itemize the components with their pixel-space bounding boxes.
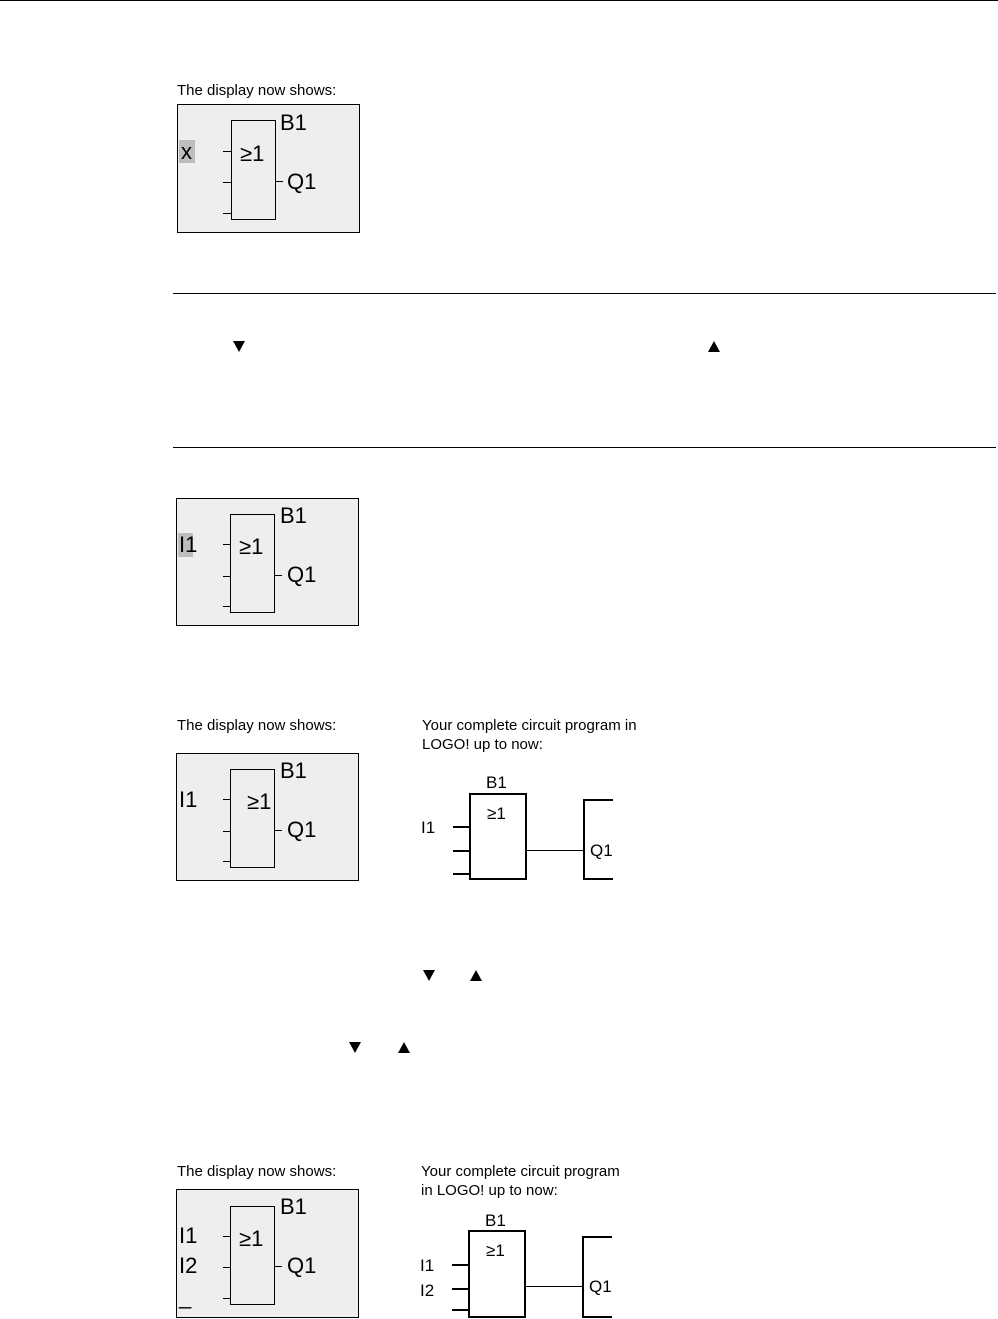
input-value-i1: I1 [179,532,198,557]
gate-function-label: ≥1 [239,534,264,559]
input-pin-3 [223,213,231,214]
input-pin-1 [223,151,231,152]
or-gate-block [230,1206,275,1305]
section-divider-1 [173,293,996,294]
caption-display-now-shows: The display now shows: [177,1163,337,1180]
caption-circuit-program-line-2: in LOGO! up to now: [421,1182,558,1199]
down-arrow-key-icon [233,341,245,352]
diagram-input-line-3 [453,873,469,875]
output-pin [275,830,282,831]
output-label: Q1 [287,169,317,194]
diagram-gate-function: ≥1 [486,1241,505,1260]
diagram-block-label: B1 [486,773,507,792]
diagram-input-i2: I2 [420,1281,435,1300]
gate-function-label: ≥1 [239,1226,264,1251]
output-label: Q1 [287,562,317,587]
or-gate-block [231,120,276,220]
caption-circuit-program-line-2: LOGO! up to now: [422,736,543,753]
caption-display-now-shows: The display now shows: [177,717,337,734]
gate-function-label: ≥1 [240,141,265,166]
block-number-label: B1 [280,110,307,135]
down-arrow-key-icon [423,970,435,981]
input-pin-1 [223,544,230,545]
input-pin-2 [223,182,231,183]
diagram-gate-function: ≥1 [487,804,506,823]
caption-circuit-program-line-1: Your complete circuit program in [422,717,637,734]
lcd-display-2 [176,498,359,626]
input-pin-3 [223,606,230,607]
diagram-input-line-3 [452,1309,468,1311]
block-number-label: B1 [280,503,307,528]
input-value-x: x [181,139,192,164]
input-pin-2 [223,831,230,832]
input-label-i1: I1 [179,787,198,812]
cursor-underscore: _ [179,1284,192,1309]
input-label-i1: I1 [179,1223,198,1248]
diagram-input-line-1 [453,826,469,828]
input-label-i2: I2 [179,1253,198,1278]
output-label: Q1 [287,817,317,842]
or-gate-block [230,514,275,613]
up-arrow-key-icon [708,341,720,352]
block-number-label: B1 [280,758,307,783]
up-arrow-key-icon [470,970,482,981]
output-pin [275,575,282,576]
output-pin [275,1266,282,1267]
input-pin-3 [223,861,230,862]
diagram-connection-line [527,850,583,851]
diagram-output-q1: Q1 [589,1277,612,1296]
diagram-output-q1: Q1 [590,841,613,860]
circuit-diagram-1 [415,770,625,885]
diagram-connection-line [526,1286,582,1287]
or-gate-symbol [469,793,527,880]
section-divider-2 [173,447,996,448]
diagram-input-i1: I1 [421,818,436,837]
input-pin-2 [223,576,230,577]
circuit-diagram-2 [415,1208,625,1318]
up-arrow-key-icon [398,1042,410,1053]
or-gate-symbol [468,1230,526,1318]
output-pin [276,181,283,182]
diagram-input-i1: I1 [420,1256,435,1275]
page-top-rule [0,0,998,1]
caption-circuit-program-line-1: Your complete circuit program [421,1163,620,1180]
diagram-input-line-2 [452,1288,468,1290]
diagram-block-label: B1 [485,1211,506,1230]
caption-display-now-shows: The display now shows: [177,82,337,99]
lcd-display-1 [177,104,360,233]
input-pin-3 [223,1298,230,1299]
block-number-label: B1 [280,1194,307,1219]
gate-function-label: ≥1 [247,789,272,814]
output-symbol [583,799,613,880]
down-arrow-key-icon [349,1042,361,1053]
lcd-display-3 [176,753,359,881]
diagram-input-line-2 [453,850,469,852]
or-gate-block [230,769,275,868]
input-pin-1 [223,799,230,800]
lcd-display-4 [176,1189,359,1318]
output-label: Q1 [287,1253,317,1278]
input-pin-2 [223,1267,230,1268]
diagram-input-line-1 [452,1264,468,1266]
input-pin-1 [223,1236,230,1237]
